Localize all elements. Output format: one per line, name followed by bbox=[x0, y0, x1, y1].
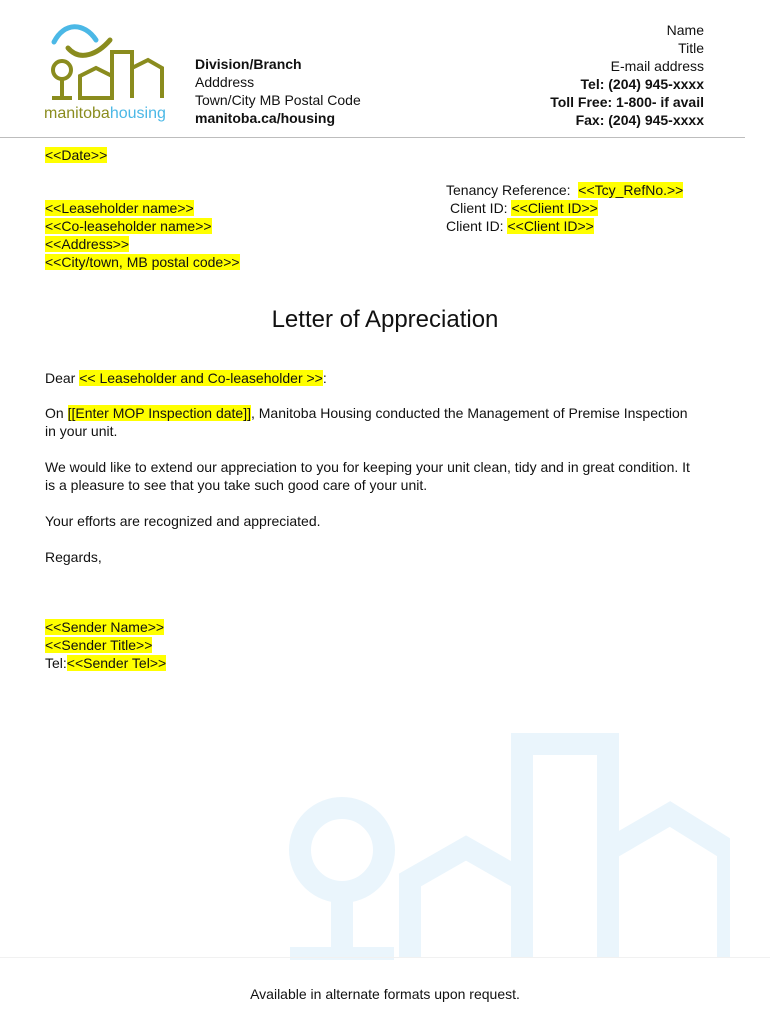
p1-rest: , Manitoba Housing conducted the Management of Premise Inspection in your unit. bbox=[45, 405, 688, 439]
logo-text-manitoba: manitoba bbox=[44, 105, 110, 122]
sender-title: <<Sender Title>> bbox=[45, 637, 153, 653]
client-id-label-2: Client ID: bbox=[446, 218, 508, 234]
client-id-value-2: <<Client ID>> bbox=[507, 218, 594, 234]
recipient-block bbox=[45, 199, 240, 271]
recipient-co-leaseholder: <<Co-leaseholder name>> bbox=[45, 218, 212, 234]
contact-fax: Fax: (204) 945-xxxx bbox=[575, 112, 704, 128]
sender-tel-label: Tel: bbox=[45, 655, 67, 671]
p1-prefix: On bbox=[45, 405, 68, 421]
division-town: Town/City MB Postal Code bbox=[195, 92, 361, 108]
watermark-logo bbox=[270, 730, 730, 960]
contact-tel: Tel: (204) 945-xxxx bbox=[580, 76, 704, 92]
salutation-prefix: Dear bbox=[45, 370, 80, 386]
date-placeholder: <<Date>> bbox=[45, 147, 108, 163]
client-id-label: Client ID: bbox=[450, 200, 512, 216]
recipient-address: <<Address>> bbox=[45, 236, 130, 252]
division-address: Adddress bbox=[195, 74, 255, 90]
client-id-value: <<Client ID>> bbox=[511, 200, 598, 216]
salutation-suffix: : bbox=[322, 370, 327, 386]
salutation-name: << Leaseholder and Co-leaseholder >> bbox=[79, 370, 323, 386]
logo-wordmark bbox=[44, 104, 166, 124]
sender-name: <<Sender Name>> bbox=[45, 619, 165, 635]
watermark-icon bbox=[270, 730, 730, 960]
division-block bbox=[195, 55, 361, 127]
footer-divider bbox=[0, 957, 770, 958]
contact-title: Title bbox=[678, 40, 704, 56]
division-website[interactable]: manitoba.ca/housing bbox=[195, 110, 336, 126]
contact-name: Name bbox=[666, 22, 704, 38]
contact-block bbox=[550, 21, 704, 129]
tenancy-ref-label: Tenancy Reference: bbox=[446, 182, 579, 198]
recipient-city: <<City/town, MB postal code>> bbox=[45, 254, 240, 270]
manitoba-housing-logo bbox=[40, 22, 170, 126]
sender-tel-value: <<Sender Tel>> bbox=[66, 655, 167, 671]
salutation bbox=[45, 369, 695, 387]
contact-toll-free: Toll Free: 1-800- if avail bbox=[550, 94, 704, 110]
letter-date bbox=[45, 146, 107, 164]
logo-text-housing: housing bbox=[109, 105, 166, 122]
sender-block bbox=[45, 618, 166, 672]
inspection-date-placeholder: [[Enter MOP Inspection date]] bbox=[67, 405, 251, 421]
paragraph-inspection bbox=[45, 404, 695, 440]
letter-title: Letter of Appreciation bbox=[271, 306, 499, 333]
tenancy-ref-value: <<Tcy_RefNo.>> bbox=[578, 182, 684, 198]
header-divider bbox=[0, 137, 745, 138]
paragraph-appreciation: We would like to extend our appreciation to you for keeping your unit clean, tidy and in great condition. It is a pleasure to see that you take such good care of your unit. bbox=[45, 459, 690, 493]
division-name: Division/Branch bbox=[195, 56, 302, 72]
paragraph-recognition: Your efforts are recognized and appreciated. bbox=[45, 513, 321, 529]
closing: Regards, bbox=[45, 549, 102, 565]
tenancy-block bbox=[446, 181, 683, 235]
recipient-leaseholder: <<Leaseholder name>> bbox=[45, 200, 194, 216]
footer-note: Available in alternate formats upon request. bbox=[250, 986, 520, 1002]
contact-email[interactable]: E-mail address bbox=[610, 58, 704, 74]
